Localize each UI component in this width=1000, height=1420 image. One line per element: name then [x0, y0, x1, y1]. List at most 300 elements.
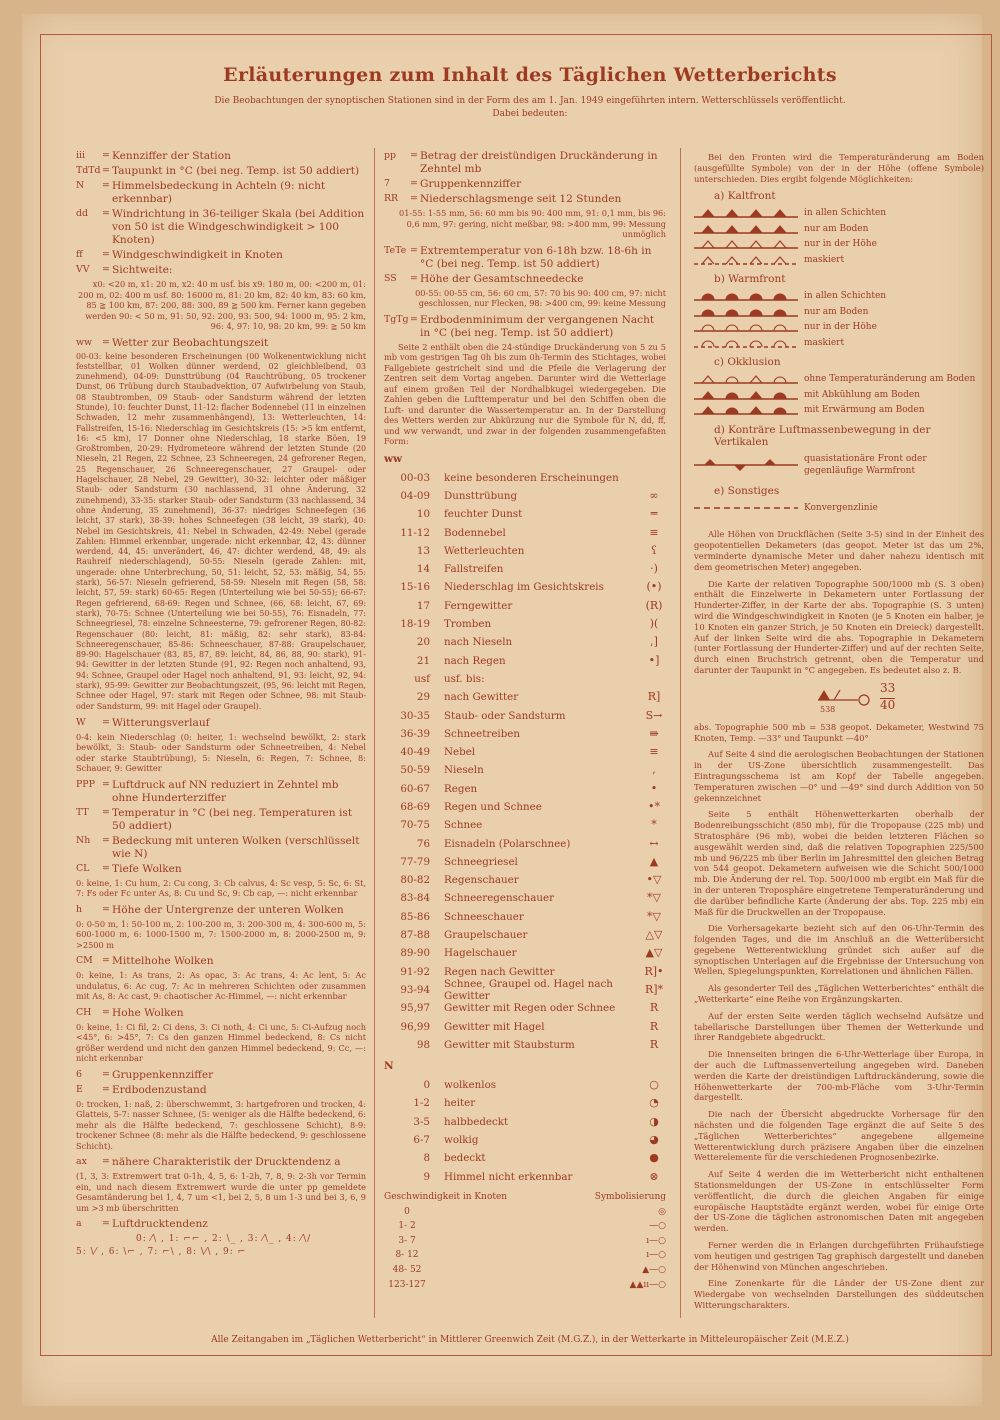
col3-paragraph: Eine Zonenkarte für die Länder der US-Zone dient zur Wiedergabe von wechselnden Darstellungen des süddeutschen Witterungscharakters. — [694, 1278, 984, 1310]
table-row — [384, 1017, 666, 1035]
weather-symbol-icon: ·) — [650, 562, 658, 576]
wind-speed: 3- 7 — [398, 1235, 416, 1246]
equals-sign: = — [102, 806, 110, 818]
definition-row — [76, 863, 366, 876]
row-code: 70-75 — [400, 819, 430, 832]
definition-row — [76, 717, 366, 730]
table-row — [384, 651, 666, 669]
row-code: 00-03 — [400, 471, 430, 484]
row-code: 0 — [423, 1079, 430, 1092]
equals-sign: = — [102, 1156, 110, 1168]
front-e-label: Konvergenzlinie — [804, 502, 878, 513]
front-e-heading: e) Sonstiges — [714, 484, 780, 497]
definition-text: Luftdruck auf NN reduziert in Zehntel mb ohne Hunderterziffer — [112, 778, 339, 804]
ww-explanation: 00-03: keine besonderen Erscheinungen (00 Wolkenentwicklung nicht feststellbar, 01 Wolken dünner werdend, 02 gleichbleibend, 03 zunehmend), 04-09: Dunsttrübung (04 Rauchtrübung, 05 trockener Dunst, 06 Trübung durch Staubadvektion, 07 Aufwirbelung von Staub, 08 Staubtromben, 09 Staub- oder Sandsturm während der letzten Stunde), 10: feuchter Dunst, 11-12: flacher Bodennebel (11 in einzelnen Schwaden, 12 mehr zusammenhängend), 13: Wetterleuchten, 14: Fallstreifen, 15-16: Niederschlag im Gesichtskreis (15: >5 km entfernt, 16: <5 km), 17 Donner ohne Niederschlag, 18 starke Böen, 19 Großtromben, 20-29: Hydrometeore während der letzten Stunde (20 Nieseln, 21 Regen, 22 Schnee, 23 Schneeregen, 24 gefrorener Regen, 25 Regenschauer, 26 Schneeregenschauer, 27 Graupel- oder Hagelschauer, 28 Nebel, 29 Gewitter), 30-32: leichter oder mäßiger Staub- oder Sandsturm (30 nachlassend, 31 ohne Änderung, 32 zunehmend), 33-35: starker Staub- oder Sandsturm (33 nachlassend, 34 ohne Änderung, 35 zunehmend), 36-37: niedriges Schneefegen (36 leicht, 37 stark), 38-39: hohes Schneefegen (38 leicht, 39 stark), 40: Nebel im Gesichtskreis, 41: Nebel in Schwaden, 42-49: Nebel (gerade Zahlen: Himmel erkennbar, ungerade: nicht erkennbar, 42, 43: dünner werdend, 44, 45: unverändert, 46, 47: dichter werdend, 48, 49: als Rauhreif niederschlagend), 50-55: Nieseln (gerade Zahlen: mit, ungerade: ohne Unterbrechung, 50, 51: leicht, 52, 53: mäßig, 54, 55: stark), 56-57: Nieseln gefrierend, 58-59: Nieseln mit Regen (58, 58: leicht, 57, 59: stark) 60-65: Regen (Unterteilung wie bei 50-55); 66-67: Regen gefrierend, 68-69: Regen und Schnee, (66, 68: leicht, 67, 69: stark), 70-75: Schnee (Unterteilung wie bei 50-55), 76: Eisnadeln, 77: Schneegriesel, 78: einzelne Schneesterne, 79: gefrorener Regen, 80-82: Regenschauer (80: leicht, 81: mäßig, 82: sehr stark), 83-84: Schneeregenschauer, 85-86: Schneeschauer, 87-88: Graupelschauer, 89-90: Hagelschauer (83, 85, 87, 89: leicht, 84, 86, 88, 90: stark), 91-94: Gewitter in der letzten Stunde (91, 92: Regen noch anhaltend, 93, 94: Schnee, Graupel oder Hagel noch anhaltend, 91, 93: leicht, 92, 94: stark), 95-99: Gewitter zur Beobachtungszeit, (95, 96: leicht mit Regen, Schnee oder Hagel, 97: stark mit Regen oder Schnee, 98: mit Staub- oder Sandsturm, 99: mit Hagel oder Graupel). — [76, 351, 366, 711]
front-row — [694, 402, 984, 418]
definition-row — [384, 193, 666, 206]
definition-symbol: 6 — [76, 1068, 82, 1080]
table-row — [384, 816, 666, 834]
definition-text: Kennziffer der Station — [112, 150, 231, 162]
row-code: 83-84 — [400, 892, 430, 905]
row-code: 98 — [416, 1038, 430, 1051]
definition-text: Tiefe Wolken — [112, 862, 182, 875]
front-symbol-icon — [694, 389, 798, 401]
row-code: 8 — [423, 1152, 430, 1165]
row-text: Gewitter mit Regen oder Schnee — [444, 1002, 616, 1015]
row-text: Nieseln — [444, 764, 484, 777]
definition-symbol: h — [76, 903, 83, 915]
table-row — [384, 542, 666, 560]
definition-text: Betrag der dreistündigen Druckänderung in Zehntel mb — [420, 150, 658, 175]
front-label: nur in der Höhe — [804, 239, 877, 250]
front-symbol-icon — [694, 404, 798, 416]
definition-row — [76, 1156, 366, 1169]
row-text: keine besonderen Erscheinungen — [444, 471, 619, 484]
example-explanation: abs. Topographie 500 mb = 538 geopot. Dekameter, Westwind 75 Knoten, Temp. —33° und Taupunkt —40° — [694, 721, 984, 743]
wind-speed: 1- 2 — [398, 1221, 416, 1232]
definition-symbol: PPP — [76, 778, 95, 790]
row-code: 04-09 — [400, 489, 430, 502]
table-row — [384, 1131, 666, 1149]
front-d-row — [694, 451, 984, 479]
equals-sign: = — [410, 193, 418, 204]
front-symbol-icon — [694, 290, 798, 302]
front-row — [694, 335, 984, 351]
row-code: 77-79 — [400, 855, 430, 868]
row-text: nach Gewitter — [444, 691, 519, 704]
example-height: 538 — [820, 704, 836, 714]
example-station-plot — [814, 682, 984, 718]
weather-symbol-icon: R]* — [644, 982, 664, 996]
table-row — [384, 780, 666, 798]
weather-symbol-icon: * — [651, 818, 657, 832]
weather-symbol-icon: *▽ — [647, 891, 661, 905]
weather-symbol-icon: ○ — [649, 1078, 659, 1092]
weather-symbol-icon: , — [652, 763, 656, 777]
row-code: 18-19 — [400, 618, 430, 631]
front-symbol-icon — [694, 306, 798, 318]
table-row — [384, 688, 666, 706]
front-label: nur am Boden — [804, 306, 869, 317]
row-text: Tromben — [444, 618, 492, 631]
wind-barb-icon: ▲—○ — [642, 1265, 666, 1276]
equals-sign: = — [102, 955, 110, 967]
definition-row — [76, 1069, 366, 1082]
row-code: 76 — [416, 837, 430, 850]
table-row — [384, 1094, 666, 1112]
definition-symbol: TeTe — [384, 244, 407, 256]
row-text: Wetterleuchten — [444, 544, 525, 557]
row-text: Gewitter mit Hagel — [444, 1020, 545, 1033]
table-row — [384, 1076, 666, 1094]
row-text: Staub- oder Sandsturm — [444, 709, 566, 722]
table-row — [384, 926, 666, 944]
example-temperature: 33 — [880, 680, 896, 695]
CH-explanation: 0: keine, 1: Ci fil, 2: Ci dens, 3: Ci noth, 4: Ci unc, 5: Ci-Aufzug noch <45°, 6: >45°, 7: Cs den ganzen Himmel bedeckend, 8: Cs nicht größer werdend und nicht den ganzen Himmel bedeckend, 9: Cc, —: nicht erkennbar — [76, 1021, 366, 1064]
equals-sign: = — [410, 150, 418, 161]
table-row — [384, 743, 666, 761]
definition-row — [76, 165, 366, 178]
page-title: Erläuterungen zum Inhalt des Täglichen Wetterberichts — [223, 64, 837, 86]
row-text: nach Regen — [444, 654, 506, 667]
row-text: Regen nach Gewitter — [444, 965, 555, 978]
row-text: feuchter Dunst — [444, 508, 523, 521]
front-row — [694, 319, 984, 335]
definition-text: Wetter zur Beobachtungszeit — [112, 336, 269, 349]
equals-sign: = — [102, 903, 110, 915]
definition-text: Höhe der Gesamtschneedecke — [420, 272, 584, 285]
table-row — [384, 615, 666, 633]
weather-symbol-icon: ,] — [650, 635, 658, 649]
row-text: Nebel — [444, 746, 476, 759]
row-code: 21 — [416, 654, 430, 667]
row-text: Regen — [444, 782, 478, 795]
col3-paragraph: Die Karte der relativen Topographie 500/1000 mb (S. 3 oben) enthält die Einzelwerte in Dekametern unter Fortlassung der Hunderter-Ziffer, in der Karte der abs. Topographie (S. 3 unten) wird die Windgeschwindigkeit in Knoten (je 5 Knoten ein halber, je 10 Knoten ein ganzer Strich, je 50 Knoten ein Dreieck) dargestellt. Auf der linken Seite wird die abs. Topographie in Dekametern (unter Fortlassung der Hunderter-Ziffer) und auf der rechten Seite, durch einen Bruchstrich getrennt, oben die Temperatur und darunter der Taupunkt in °C angegeben. Es bedeutet also z. B. — [694, 578, 984, 675]
column-divider — [680, 148, 681, 1318]
col3-paragraph: Alle Höhen von Druckflächen (Seite 3-5) sind in der Einheit des geopotentiellen Dekameters (das geopot. Meter ist das um 2%, verminderte dynamische Meter und daher nahezu identisch mit dem geometrischen Meter) angegeben. — [694, 529, 984, 572]
row-text: usf. bis: — [444, 672, 485, 685]
wind-speed: 123-127 — [388, 1279, 426, 1290]
row-code: 17 — [416, 599, 430, 612]
wind-row — [384, 1277, 666, 1292]
definition-row — [76, 835, 366, 861]
table-row — [384, 1036, 666, 1054]
weather-symbol-icon: (•) — [646, 580, 662, 594]
row-text: Dunsttrübung — [444, 489, 518, 502]
weather-symbol-icon: R]• — [644, 964, 664, 978]
equals-sign: = — [102, 208, 110, 219]
col3-paragraph: Als gesonderter Teil des „Täglichen Wetterberichtes“ enthält die „Wetterkarte“ eine Reihe von Ergänzungskarten. — [694, 983, 984, 1005]
definition-row — [76, 208, 366, 247]
equals-sign: = — [102, 862, 110, 874]
definition-row — [76, 904, 366, 917]
weather-symbol-icon: *▽ — [647, 909, 661, 923]
row-code: 91-92 — [400, 965, 430, 978]
definition-text: Sichtweite: — [112, 264, 173, 276]
front-heading: c) Okklusion — [714, 356, 781, 369]
row-text: Eisnadeln (Polarschnee) — [444, 837, 571, 850]
row-code: 11-12 — [400, 526, 430, 539]
weather-symbol-icon: ◕ — [649, 1133, 659, 1147]
row-text: Schneeregenschauer — [444, 892, 555, 905]
definition-row — [76, 180, 366, 206]
weather-symbol-icon: R — [649, 1001, 659, 1015]
weather-symbol-icon: ● — [649, 1151, 659, 1165]
definition-text: Temperatur in °C (bei neg. Temperaturen ist 50 addiert) — [112, 806, 353, 832]
front-e-row — [694, 500, 984, 516]
wind-row — [384, 1248, 666, 1263]
definition-text: Windgeschwindigkeit in Knoten — [112, 249, 283, 261]
SS-explanation: 00-55: 00-55 cm, 56: 60 cm, 57: 70 bis 90: 400 cm, 97: nicht geschlossen, nur Flecken, 98: >400 cm, 99: keine Messung — [415, 287, 666, 308]
table-row — [384, 597, 666, 615]
row-code: 40-49 — [400, 746, 430, 759]
definition-row — [384, 273, 666, 286]
wind-row — [384, 1234, 666, 1249]
definition-text: Erdbodenzustand — [112, 1083, 207, 1096]
weather-symbol-icon: △▽ — [645, 928, 663, 942]
front-label: in allen Schichten — [804, 291, 887, 302]
column-right — [694, 148, 984, 1317]
row-code: 10 — [416, 508, 430, 521]
table-row — [384, 560, 666, 578]
fronts-legend — [694, 190, 984, 418]
wind-barb-icon: ◎ — [658, 1206, 666, 1217]
table-row — [384, 670, 666, 688]
front-label: nur am Boden — [804, 223, 869, 234]
definition-row — [76, 337, 366, 350]
column-middle — [384, 148, 666, 1292]
weather-symbol-icon: R — [649, 1037, 659, 1051]
weather-symbol-icon: (R) — [645, 598, 663, 612]
definition-row — [384, 314, 666, 340]
definition-row — [76, 1218, 366, 1231]
front-symbol-icon — [694, 254, 798, 266]
front-row — [694, 252, 984, 268]
equals-sign: = — [102, 1083, 110, 1095]
front-symbol-icon — [694, 321, 798, 333]
front-label: mit Erwärmung am Boden — [804, 405, 925, 416]
h-explanation: 0: 0-50 m, 1: 50-100 m, 2: 100-200 m, 3: 200-300 m, 4: 300-600 m, 5: 600-1000 m, 6: 1000-1500 m, 7: 1500-2000 m, 8: 2000-2500 m, 9: >2500 m — [76, 918, 366, 950]
weather-symbol-icon: ∞ — [649, 488, 659, 502]
row-code: 14 — [416, 563, 430, 576]
row-code: 1-2 — [413, 1097, 430, 1110]
row-text: Schneegriesel — [444, 855, 518, 868]
fronts-intro: Bei den Fronten wird die Temperaturänderung am Boden (ausgefüllte Symbole) von der in der Höhe (offene Symbole) unterschieden. Dies ergibt folgende Möglichkeiten: — [694, 152, 984, 184]
ax-explanation: (1, 3, 3: Extremwert trat 0-1h, 4, 5, 6: 1-2h, 7, 8, 9: 2-3h vor Termin ein, und nach diesem Extremwert wurde die unter pp gemeldete Gesamtänderung bei 1, 4, 7 um <1, bei 2, 5, 8 um 1-3 und bei 3, 6, 9 um >3 mb überschritten — [76, 1171, 366, 1213]
definition-row — [76, 1084, 366, 1097]
equals-sign: = — [102, 834, 110, 846]
CL-explanation: 0: keine, 1: Cu hum, 2: Cu cong, 3: Cb calvus, 4: Sc vesp, 5: Sc, 6: St, 7: Fs oder Fc unter As, 8: Cu und Sc, 9: Cb cap, —: nicht erkennbar — [76, 877, 366, 899]
table-row — [384, 889, 666, 907]
wind-barb-icon: ▲▲ıı—○ — [629, 1279, 666, 1290]
definition-row — [76, 264, 366, 277]
front-symbol-icon — [694, 238, 798, 250]
row-text: Regenschauer — [444, 874, 519, 887]
col3-paragraph: Ferner werden die in Erlangen durchgeführten Frühaufstiege vom heutigen und gestrigen Tag graphisch dargestellt und daneben der Höhenwind von München angeschrieben. — [694, 1240, 984, 1272]
row-code: 6-7 — [413, 1134, 430, 1147]
definition-text: Mittelhohe Wolken — [112, 955, 214, 968]
definition-text: Extremtemperatur von 6-18h bzw. 18-6h in °C (bei neg. Temp. ist 50 addiert) — [420, 244, 652, 270]
definition-symbol: TdTd — [76, 165, 101, 176]
table-row — [384, 761, 666, 779]
weather-symbol-icon: ◑ — [649, 1114, 659, 1128]
equals-sign: = — [102, 150, 110, 161]
example-dewpoint: 40 — [880, 697, 896, 712]
front-label: maskiert — [804, 337, 845, 348]
definition-row — [76, 150, 366, 163]
definition-row — [76, 807, 366, 833]
row-code: 29 — [416, 691, 430, 704]
convergence-line-icon — [694, 503, 798, 513]
front-row — [694, 221, 984, 237]
row-code: 9 — [423, 1170, 430, 1183]
definition-symbol: VV — [76, 264, 90, 275]
wind-barb-icon: ı—○ — [646, 1235, 666, 1246]
row-code: 95,97 — [400, 1002, 430, 1015]
wind-speed: 8- 12 — [395, 1250, 419, 1261]
definition-symbol: 7 — [384, 178, 390, 189]
column-divider — [374, 148, 375, 1318]
quasistationary-front-icon — [694, 457, 798, 473]
definition-symbol: E — [76, 1083, 83, 1095]
weather-symbol-icon: ◔ — [649, 1096, 659, 1110]
row-text: Niederschlag im Gesichtskreis — [444, 581, 604, 594]
col3-paragraph: Die nach der Übersicht abgedruckte Vorhersage für den nächsten und die folgenden Tage ergänzt die auf Seite 5 des „Täglichen Wetterberichtes“ angegebene allgemeine Wetterentwicklung durch präzisere Angaben über die einzelnen Wetterelemente für die verschiedenen Prognosenbezirke. — [694, 1109, 984, 1163]
RR-explanation: 01-55: 1-55 mm, 56: 60 mm bis 90: 400 mm, 91: 0,1 mm, bis 96: 0,6 mm, 97: gering, nicht meßbar, 98: >400 mm, 99: Messung unmöglich — [398, 208, 666, 239]
table-row — [384, 977, 666, 1002]
definition-symbol: a — [76, 1218, 82, 1230]
table-row — [384, 834, 666, 852]
row-code: 20 — [416, 636, 430, 649]
page-footer: Alle Zeitangaben im „Täglichen Wetterbericht“ in Mittlerer Greenwich Zeit (M.G.Z.), in der Wetterkarte in Mitteleuropäischer Zeit (M.E.Z.) — [211, 1335, 849, 1345]
row-text: wolkig — [444, 1134, 479, 1147]
weather-symbol-icon: ⇛ — [649, 726, 659, 740]
col3-paragraph: Auf Seite 4 sind die aerologischen Beobachtungen der Stationen in der US-Zone übersichtlich zusammengestellt. Das Eintragungsschema ist am Kopf der Tabelle angegeben. Temperaturen zwischen —0° und —49° sind durch Addition von 50 gekennzeichnet — [694, 749, 984, 803]
table-row — [384, 1149, 666, 1167]
equals-sign: = — [102, 778, 110, 790]
ww-table — [384, 469, 666, 1055]
row-code: 50-59 — [400, 764, 430, 777]
weather-symbol-icon: )( — [649, 617, 659, 631]
definition-text: Gruppenkennziffer — [112, 1068, 214, 1081]
wind-row — [384, 1204, 666, 1219]
definition-symbol: RR — [384, 193, 399, 204]
row-text: Hagelschauer — [444, 947, 517, 960]
table-row — [384, 523, 666, 541]
front-symbol-icon — [694, 337, 798, 349]
weather-symbol-icon: ≡ — [649, 745, 659, 759]
definition-text: Bedeckung mit unteren Wolken (verschlüsselt wie N) — [112, 834, 360, 860]
weather-symbol-icon: ▲▽ — [645, 946, 663, 960]
definition-symbol: ww — [76, 336, 93, 348]
subtitle-line: Die Beobachtungen der synoptischen Stationen sind in der Form des am 1. Jan. 1949 eingeführten intern. Wetterschlüssels veröffentlicht. — [214, 96, 846, 106]
vv-explanation: x0: <20 m, x1: 20 m, x2: 40 m usf. bis x9: 180 m, 00: <200 m, 01: 200 m, 02: 400 m usf. 80: 16000 m, 81: 20 km, 82: 40 km, 83: 60 km, 85 ≧ 100 km, 87: 200, 88: 300, 89 ≧ 500 km. Ferner kann gegeben werden 90: < 50 m, 91: 50, 92: 200, 93: 500, 94: 1000 m, 95: 2 km, 96: 4, 97: 10, 98: 20 km, 99: ≧ 50 km — [78, 279, 366, 331]
definition-row — [76, 249, 366, 262]
front-label: mit Abkühlung am Boden — [804, 389, 920, 400]
row-text: Himmel nicht erkennbar — [444, 1170, 573, 1183]
row-code: 36-39 — [400, 727, 430, 740]
col3-paragraph: Die Vorhersagekarte bezieht sich auf den 06-Uhr-Termin des folgenden Tages, und die im Anschluß an die Wetterübersicht gegebene Wetterentwicklung gründet sich außer auf die synoptischen Unterlagen auf die Ergebnisse der Untersuchung von Wellen, Spiegelungspunkten, Korrelationen und ähnlichen Fällen. — [694, 923, 984, 977]
wind-table-header — [384, 1190, 666, 1205]
table-row — [384, 706, 666, 724]
table-row — [384, 944, 666, 962]
definition-text: Taupunkt in °C (bei neg. Temp. ist 50 addiert) — [112, 165, 360, 177]
weather-symbol-icon: ▲ — [649, 854, 659, 868]
N-table — [384, 1076, 666, 1186]
definition-text: Hohe Wolken — [112, 1006, 184, 1019]
definition-symbol: pp — [384, 150, 397, 161]
column-left — [76, 148, 366, 1259]
col3-paragraph: Auf der ersten Seite werden täglich wechselnd Aufsätze und tabellarische Darstellungen über Themen der Wetterkunde und ihrer Randgebiete abgedruckt. — [694, 1010, 984, 1043]
definition-symbol: CH — [76, 1006, 92, 1018]
W-explanation: 0-4: kein Niederschlag (0: heiter, 1: wechselnd bewölkt, 2: stark bewölkt, 3: Staub- oder Sandsturm oder Schneetreiben, 4: Nebel oder starke Staubtrübung), 5: Nieseln, 6: Regen, 7: Schnee, 8: Schauer, 9: Gewitter — [76, 731, 366, 774]
row-code: 87-88 — [400, 929, 430, 942]
wind-barb-icon: ı—○ — [646, 1250, 666, 1261]
row-text: Gewitter mit Staubsturm — [444, 1038, 575, 1051]
row-text: heiter — [444, 1097, 476, 1110]
definition-symbol: N — [76, 180, 85, 191]
definition-row — [76, 779, 366, 805]
table-row — [384, 798, 666, 816]
col3-paragraph: Auf Seite 4 werden die im Wetterbericht nicht enthaltenen Stationsmeldungen der US-Zone in entschlüsselter Form veröffentlicht, die durch die gleichen Angaben für einige europäische Hauptstädte ergänzt werden, wobei für einige Orte der US-Zone die täglichen astronomischen Daten mit angegeben werden. — [694, 1169, 984, 1234]
row-text: Ferngewitter — [444, 599, 513, 612]
row-text: Regen und Schnee — [444, 800, 542, 813]
weather-symbol-icon: R] — [647, 690, 661, 704]
front-label: maskiert — [804, 254, 845, 265]
weather-symbol-icon: S→ — [645, 708, 663, 722]
tendency-symbols-row: 0: ⁄\ , 1: ⌐⌐ , 2: \_ , 3: ⁄\_ , 4: ⁄\/ — [136, 1234, 312, 1245]
wind-row — [384, 1263, 666, 1278]
row-code: 68-69 — [400, 800, 430, 813]
definition-row — [384, 245, 666, 271]
definition-text: Luftdrucktendenz — [112, 1218, 208, 1231]
equals-sign: = — [102, 264, 110, 275]
table-row — [384, 578, 666, 596]
wind-speed: 48- 52 — [392, 1265, 422, 1276]
CM-explanation: 0: keine, 1: As trans, 2: As opac, 3: Ac trans, 4: Ac lent, 5: Ac undulatus, 6: Ac cug, 7: Ac in mehreren Schichten oder zusammen mit As, 8: Ac cast, 9: chaotischer Ac-Himmel, —: nicht erkennbar — [76, 970, 366, 1002]
col3-paragraph: Seite 5 enthält Höhenwetterkarten oberhalb der Bodenreibungsschicht (850 mb), für die Tropopause (225 mb) und Stratosphäre (96 mb), wobei die beiden letzteren Flächen so ausgewählt werden sind, daß die relativen Topographien 225/500 mb und 96/225 mb über Berlin im Jahresmittel den gleichen Betrag von 544 geopot. Dekametern aufweisen wie die Schicht 500/1000 mb. Die Änderung der rel. Top. 500/1000 mb ergibt ein Maß für die in der unteren Troposphäre eingetretene Temperaturänderung und die darüber befindliche Karte (Änderung der abs. Top. 225 mb) ein Maß für die Druckwellen an der Tropopause. — [694, 809, 984, 917]
definition-text: Gruppenkennziffer — [420, 178, 522, 190]
seite2-explanation: Seite 2 enthält oben die 24-stündige Druckänderung von 5 zu 5 mb vom gestrigen Tag 0h bis zum 0h-Termin des Stichtages, wobei Fallgebiete gestrichelt sind und die Pfeile die Verlagerung der Zentren seit dem Vortag angeben. Darunter wird die Wetterlage auf einem großen Teil der Nordhalbkugel wiedergegeben. Die Zahlen geben die Lufttemperatur und bei den Schiffen oben die Luft- und darunter die Wassertemperatur an. In der Darstellung des Wetters werden zur Abkürzung nur die Symbole für N, dd, ff, und ww verwandt, und zwar in der folgenden zusammengefaßten Form: — [384, 341, 666, 446]
front-row — [694, 288, 984, 304]
definition-symbol: iii — [76, 150, 85, 161]
table-row — [384, 999, 666, 1017]
E-explanation: 0: trocken, 1: naß, 2: überschwemmt, 3: hartgefroren und trocken, 4: Glatteis, 5-7: nasser Schnee, (5: weniger als die Hälfte bedeckend, 6: mehr als die Hälfte bedeckend, 7: geschlossene Schicht), 8-9: trockener Schnee (8: mehr als die Hälfte bedeckend, 9: geschlossene Schicht). — [76, 1098, 366, 1151]
weather-symbol-icon: •] — [648, 653, 660, 667]
row-code: 15-16 — [400, 581, 430, 594]
definition-symbol: TT — [76, 806, 89, 818]
front-symbol-icon — [694, 207, 798, 219]
subtitle-line: Dabei bedeuten: — [492, 109, 568, 119]
definition-symbol: Nh — [76, 834, 91, 846]
row-code: 93-94 — [400, 983, 430, 996]
definition-text: Niederschlagsmenge seit 12 Stunden — [420, 193, 622, 205]
definition-symbol: dd — [76, 208, 89, 219]
row-text: Fallstreifen — [444, 563, 504, 576]
equals-sign: = — [102, 1218, 110, 1230]
wind-symbol-header: Symbolisierung — [594, 1192, 666, 1203]
definition-symbol: ff — [76, 249, 83, 260]
row-text: Schneeschauer — [444, 910, 524, 923]
weather-symbol-icon: ⊗ — [649, 1169, 659, 1183]
definition-text: Witterungsverlauf — [112, 716, 210, 729]
row-text: nach Nieseln — [444, 636, 513, 649]
equals-sign: = — [102, 165, 110, 176]
table-row — [384, 505, 666, 523]
definition-text: nähere Charakteristik der Drucktendenz a — [112, 1156, 341, 1169]
definition-symbol: TgTg — [384, 313, 409, 325]
row-text: Graupelschauer — [444, 929, 528, 942]
definition-symbol: ax — [76, 1156, 87, 1168]
row-text: Bodennebel — [444, 526, 506, 539]
equals-sign: = — [102, 1006, 110, 1018]
front-d-heading: d) Konträre Luftmassenbewegung in der Vertikalen — [714, 423, 931, 448]
row-code: 80-82 — [400, 874, 430, 887]
weather-symbol-icon: •* — [648, 799, 660, 813]
front-symbol-icon — [694, 223, 798, 235]
definition-text: Höhe der Untergrenze der unteren Wolken — [112, 903, 344, 916]
tendency-symbols-row: 5: \⁄ , 6: \⌐ , 7: ⌐\ , 8: \⁄\ , 9: ⌐ — [76, 1247, 247, 1258]
definition-symbol: W — [76, 716, 86, 728]
front-symbol-icon — [694, 373, 798, 385]
wind-row — [384, 1219, 666, 1234]
row-code: 89-90 — [400, 947, 430, 960]
row-code: 85-86 — [400, 910, 430, 923]
weather-symbol-icon: ≡ — [649, 525, 659, 539]
weather-symbol-icon: • — [650, 781, 658, 795]
definition-symbol: CM — [76, 955, 93, 967]
front-label: nur in der Höhe — [804, 322, 877, 333]
